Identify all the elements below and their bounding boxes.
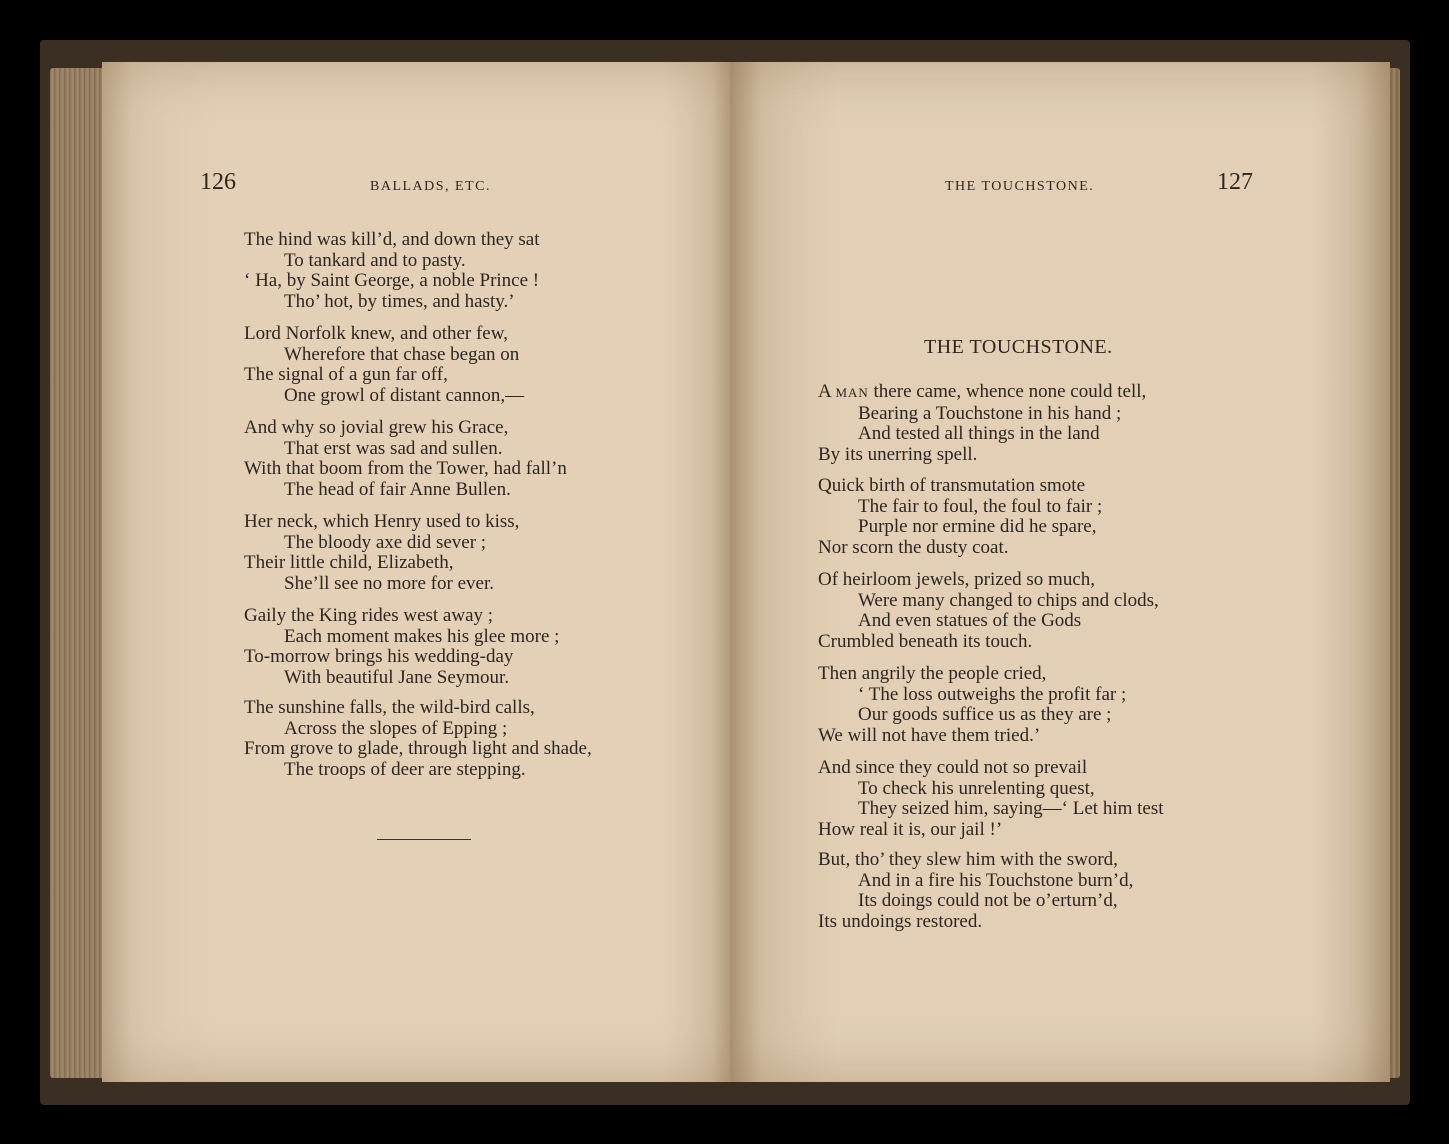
initial-letter: A xyxy=(818,381,831,402)
verse-line: We will not have them tried.’ xyxy=(818,724,1041,746)
verse-line: And even statues of the Gods xyxy=(858,610,1082,631)
stanza xyxy=(244,230,540,312)
verse-line: ‘ Ha, by Saint George, a noble Prince ! xyxy=(244,270,540,291)
verse-line: From grove to glade, through light and shade, xyxy=(244,738,592,759)
verse-line: Nor scorn the dusty coat. xyxy=(818,536,1009,558)
stanza xyxy=(244,418,567,500)
verse-line: By its unerring spell. xyxy=(818,443,978,465)
verse-line: Tho’ hot, by times, and hasty.’ xyxy=(284,290,515,312)
verse-line: To check his unrelenting quest, xyxy=(858,777,1095,799)
small-caps-word: MAN xyxy=(835,385,869,400)
stanza xyxy=(244,698,592,780)
verse-line: Of heirloom jewels, prized so much, xyxy=(818,569,1096,590)
verse-line: Purple nor ermine did he spare, xyxy=(858,516,1097,537)
verse-line: The head of fair Anne Bullen. xyxy=(284,478,511,500)
verse-line: How real it is, our jail !’ xyxy=(818,818,1003,840)
verse-line: The fair to foul, the foul to fair ; xyxy=(858,495,1103,517)
verse-line: With that boom from the Tower, had fall’n xyxy=(244,458,567,479)
stanza xyxy=(818,664,1126,746)
stanza xyxy=(244,324,524,406)
verse-line: Its undoings restored. xyxy=(818,910,983,932)
verse-line: And tested all things in the land xyxy=(858,423,1100,444)
verse-line: The signal of a gun far off, xyxy=(244,364,448,385)
verse-line: Her neck, which Henry used to kiss, xyxy=(244,511,520,532)
verse-line: And since they could not so prevail xyxy=(818,757,1088,778)
page-number: 126 xyxy=(200,169,236,195)
running-head: THE TOUCHSTONE. xyxy=(945,179,1095,194)
verse-line: She’ll see no more for ever. xyxy=(284,572,494,594)
verse-line: With beautiful Jane Seymour. xyxy=(284,666,510,688)
verse-line xyxy=(818,382,1146,404)
left-page xyxy=(102,62,734,1082)
verse-line: The sunshine falls, the wild-bird calls, xyxy=(244,697,535,718)
stanza xyxy=(818,758,1164,840)
verse-line: Wherefore that chase began on xyxy=(284,343,520,365)
verse-line: Gaily the King rides west away ; xyxy=(244,605,494,626)
poem-title: THE TOUCHSTONE. xyxy=(924,336,1113,358)
stanza xyxy=(818,382,1146,465)
verse-line-rest: there came, whence none could tell, xyxy=(873,381,1147,402)
verse-line: To tankard and to pasty. xyxy=(284,249,466,271)
stanza xyxy=(244,512,519,594)
end-rule xyxy=(377,839,471,840)
verse-line: Our goods suffice us as they are ; xyxy=(858,704,1112,725)
verse-line: But, tho’ they slew him with the sword, xyxy=(818,849,1118,870)
stanza xyxy=(818,476,1102,558)
open-book xyxy=(40,40,1410,1105)
verse-line: Crumbled beneath its touch. xyxy=(818,630,1033,652)
stanza xyxy=(818,570,1159,652)
verse-line: And why so jovial grew his Grace, xyxy=(244,417,509,438)
verse-line: The hind was kill’d, and down they sat xyxy=(244,229,540,250)
running-head: BALLADS, ETC. xyxy=(370,179,491,194)
verse-line: Each moment makes his glee more ; xyxy=(284,625,560,647)
page-edges-left xyxy=(50,68,106,1078)
verse-line: To-morrow brings his wedding-day xyxy=(244,646,514,667)
stanza xyxy=(818,850,1133,932)
verse-line: That erst was sad and sullen. xyxy=(284,437,503,459)
page-number: 127 xyxy=(1217,169,1253,195)
verse-line: Bearing a Touchstone in his hand ; xyxy=(858,402,1122,424)
right-page xyxy=(730,62,1390,1082)
verse-line: The troops of deer are stepping. xyxy=(284,758,526,780)
verse-line: Its doings could not be o’erturn’d, xyxy=(858,890,1118,911)
verse-line: Were many changed to chips and clods, xyxy=(858,589,1159,611)
verse-line: And in a fire his Touchstone burn’d, xyxy=(858,869,1134,891)
verse-line: ‘ The loss outweighs the profit far ; xyxy=(858,683,1127,705)
verse-line: One growl of distant cannon,— xyxy=(284,384,525,406)
verse-line: Their little child, Elizabeth, xyxy=(244,552,454,573)
verse-line: They seized him, saying—‘ Let him test xyxy=(858,798,1164,819)
verse-line: Then angrily the people cried, xyxy=(818,663,1047,684)
verse-line: Across the slopes of Epping ; xyxy=(284,717,508,739)
verse-line: Lord Norfolk knew, and other few, xyxy=(244,323,508,344)
stanza xyxy=(244,606,559,688)
verse-line: The bloody axe did sever ; xyxy=(284,531,487,553)
verse-line: Quick birth of transmutation smote xyxy=(818,475,1086,496)
